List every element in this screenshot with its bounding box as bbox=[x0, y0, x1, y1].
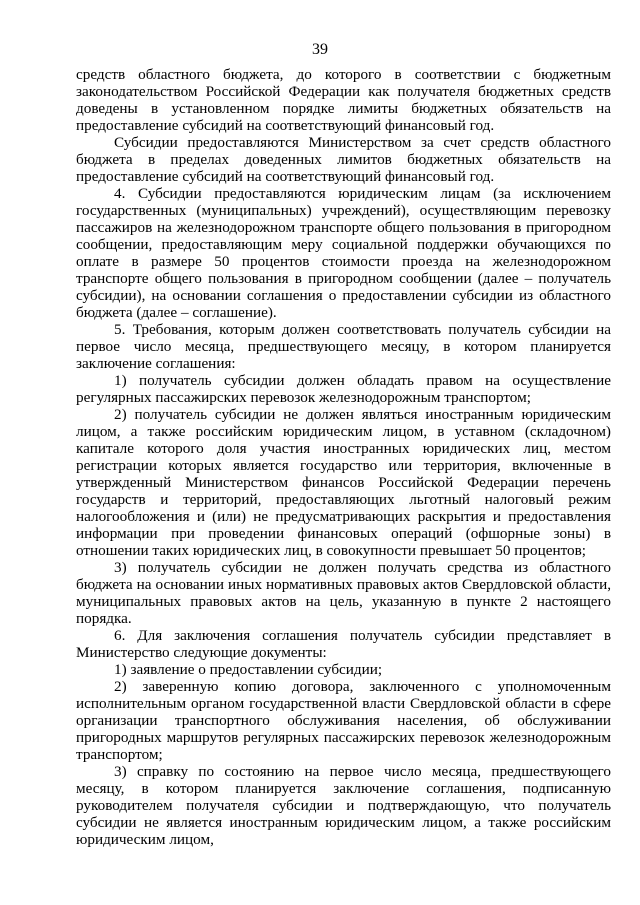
paragraph-item-6-1: 1) заявление о предоставлении субсидии; bbox=[114, 661, 383, 678]
paragraph-item-5: 5. Требования, которым должен соответствовать получатель субсидии на первое число месяца, предшествующего месяцу, в котором планируется заключение соглашения: bbox=[76, 321, 611, 372]
paragraph-item-5-2: 2) получатель субсидии не должен являться иностранным юридическим лицом, а также российским юридическим лицом, в уставном (складочном) капитале которого доля участия иностранных юридических лиц, местом регистрации которых является государство или территория, включенные в утвержденный Министерством финансов Российской Федерации перечень государств и территорий, предоставляющих льготный налоговый режим налогообложения и (или) не предусматривающих раскрытия и предоставления информации при проведении финансовых операций (офшорные зоны) в отношении таких юридических лиц, в совокупности превышает 50 процентов; bbox=[76, 406, 611, 559]
paragraph-item-6: 6. Для заключения соглашения получатель субсидии представляет в Министерство следующие документы: bbox=[76, 627, 611, 661]
paragraph-item-5-1: 1) получатель субсидии должен обладать правом на осуществление регулярных пассажирских перевозок железнодорожным транспортом; bbox=[76, 372, 611, 406]
paragraph-continuation: средств областного бюджета, до которого в соответствии с бюджетным законодательством Российской Федерации как получателя бюджетных средств доведены в установленном порядке лимиты бюджетных обязательств на предоставление субсидий на соответствующий финансовый год. bbox=[76, 66, 611, 134]
paragraph-item-6-2: 2) заверенную копию договора, заключенного с уполномоченным исполнительным органом государственной власти Свердловской области в сфере организации транспортного обслуживания населения, об обслуживании пригородных маршрутов регулярных пассажирских перевозок железнодорожным транспортом; bbox=[76, 678, 611, 763]
paragraph-item-4: 4. Субсидии предоставляются юридическим лицам (за исключением государственных (муниципальных) учреждений), осуществляющим перевозку пассажиров на железнодорожном транспорте общего пользования в пригородном сообщении, предоставляющим меру социальной поддержки обучающихся по оплате в размере 50 процентов стоимости проезда на железнодорожном транспорте общего пользования в пригородном сообщении (далее – получатель субсидии), на основании соглашения о предоставлении субсидии из областного бюджета (далее – соглашение). bbox=[76, 185, 611, 321]
paragraph-item-5-3: 3) получатель субсидии не должен получать средства из областного бюджета на основании иных нормативных правовых актов Свердловской области, муниципальных правовых актов на цель, указанную в пункте 2 настоящего порядка. bbox=[76, 559, 611, 627]
document-body bbox=[76, 66, 611, 848]
paragraph-item-6-3: 3) справку по состоянию на первое число месяца, предшествующего месяцу, в котором планируется заключение соглашения, подписанную руководителем получателя субсидии и подтверждающую, что получатель субсидии не является иностранным юридическим лицом, а также российским юридическим лицом, bbox=[76, 763, 611, 848]
page-number: 39 bbox=[312, 41, 328, 58]
paragraph-subsidy-source: Субсидии предоставляются Министерством за счет средств областного бюджета в пределах доведенных лимитов бюджетных обязательств на предоставление субсидий на соответствующий финансовый год. bbox=[76, 134, 611, 185]
